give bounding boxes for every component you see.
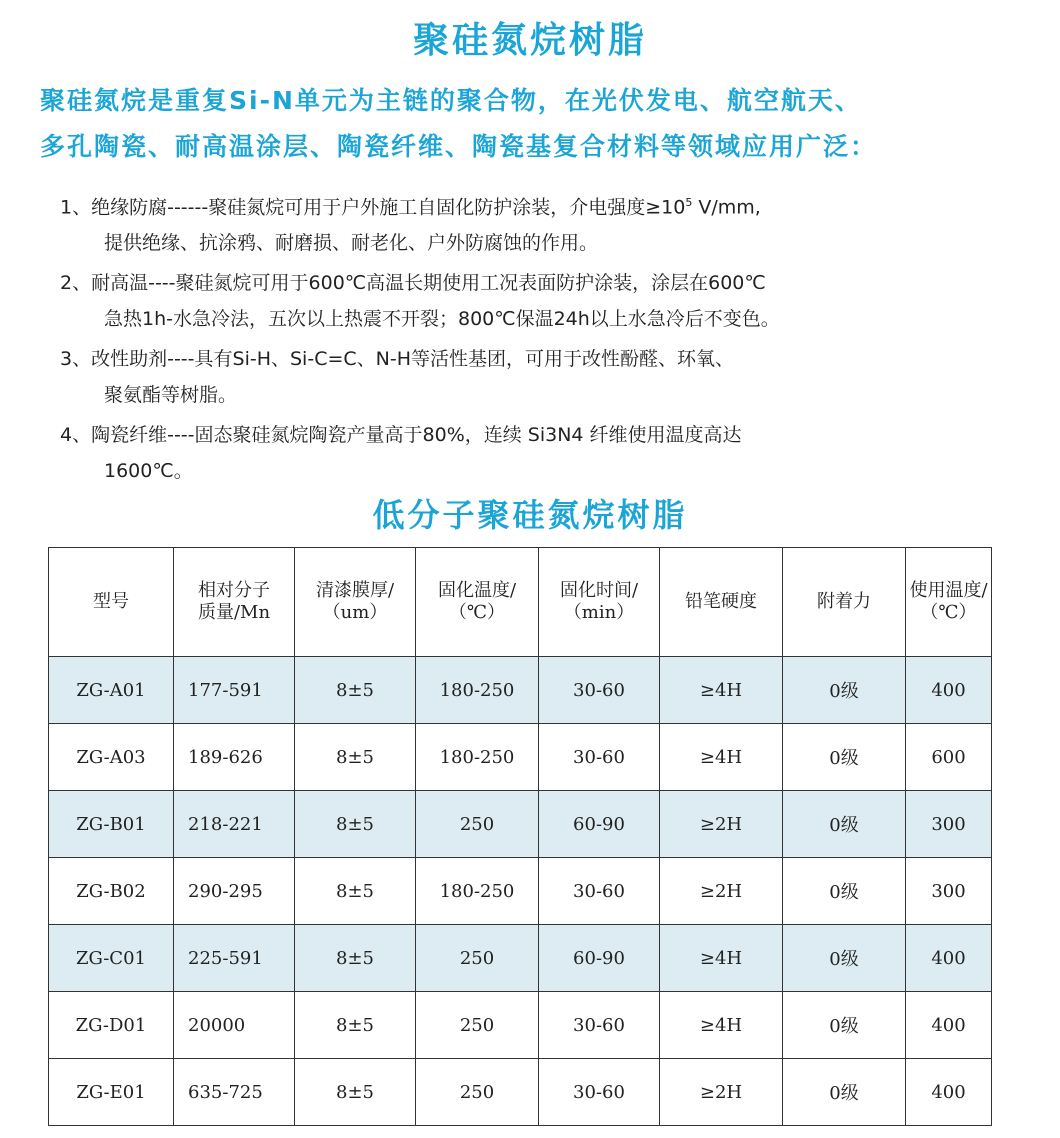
feature-list (60, 185, 1050, 493)
cell-pencil-hardness: ≥4H (660, 992, 783, 1059)
intro-line: 聚硅氮烷是重复Si-N单元为主链的聚合物，在光伏发电、航空航天、 (40, 86, 862, 115)
cell-molecular-weight: 635-725 (174, 1059, 295, 1126)
cell-film-thickness: 8±5 (295, 992, 416, 1059)
cell-molecular-weight: 290-295 (174, 858, 295, 925)
cell-cure-time: 30-60 (539, 724, 660, 791)
cell-cure-temperature: 250 (416, 925, 539, 992)
cell-service-temperature: 300 (906, 858, 992, 925)
header-molecular-weight: 相对分子 质量/Mn (174, 548, 295, 657)
exponent: 5 (685, 196, 693, 209)
feature-text: 1、绝缘防腐------聚硅氮烷可用于户外施工自固化防护涂装，介电强度≥10 (60, 196, 686, 219)
cell-film-thickness: 8±5 (295, 925, 416, 992)
cell-cure-temperature: 180-250 (416, 858, 539, 925)
cell-cure-temperature: 250 (416, 1059, 539, 1126)
feature-line: 提供绝缘、抗涂鸦、耐磨损、耐老化、户外防腐蚀的作用。 (104, 232, 599, 255)
cell-adhesion: 0级 (783, 925, 906, 992)
cell-pencil-hardness: ≥4H (660, 657, 783, 724)
cell-film-thickness: 8±5 (295, 1059, 416, 1126)
cell-model: ZG-B01 (49, 791, 174, 858)
cell-cure-time: 60-90 (539, 925, 660, 992)
header-adhesion: 附着力 (783, 548, 906, 657)
cell-service-temperature: 600 (906, 724, 992, 791)
cell-model: ZG-C01 (49, 925, 174, 992)
cell-pencil-hardness: ≥4H (660, 925, 783, 992)
feature-line: 4、陶瓷纤维----固态聚硅氮烷陶瓷产量高于80%，连续 Si3N4 纤维使用温度高达 (60, 424, 742, 447)
feature-line: 2、耐高温----聚硅氮烷可用于600℃高温长期使用工况表面防护涂装，涂层在600℃ (60, 272, 766, 295)
header-model: 型号 (49, 548, 174, 657)
feature-item-ceramic-fiber (60, 417, 1050, 489)
table-row (49, 858, 992, 925)
cell-cure-time: 30-60 (539, 992, 660, 1059)
table-header-row (49, 548, 992, 657)
cell-cure-time: 30-60 (539, 657, 660, 724)
feature-line: 聚氨酯等树脂。 (104, 384, 238, 407)
cell-cure-temperature: 180-250 (416, 657, 539, 724)
feature-line: 3、改性助剂----具有Si-H、Si-C=C、N-H等活性基团，可用于改性酚醛、环氧、 (60, 348, 735, 371)
cell-molecular-weight: 225-591 (174, 925, 295, 992)
header-film-thickness: 清漆膜厚/ （um） (295, 548, 416, 657)
table-title: 低分子聚硅氮烷树脂 (372, 496, 688, 534)
table-row (49, 724, 992, 791)
cell-cure-temperature: 250 (416, 791, 539, 858)
cell-service-temperature: 300 (906, 791, 992, 858)
cell-model: ZG-A01 (49, 657, 174, 724)
table-row (49, 791, 992, 858)
cell-adhesion: 0级 (783, 791, 906, 858)
cell-pencil-hardness: ≥2H (660, 791, 783, 858)
cell-film-thickness: 8±5 (295, 858, 416, 925)
cell-adhesion: 0级 (783, 724, 906, 791)
cell-film-thickness: 8±5 (295, 724, 416, 791)
cell-service-temperature: 400 (906, 992, 992, 1059)
header-service-temperature: 使用温度/ （℃） (906, 548, 992, 657)
header-cure-time: 固化时间/ （min） (539, 548, 660, 657)
cell-molecular-weight: 177-591 (174, 657, 295, 724)
cell-molecular-weight: 189-626 (174, 724, 295, 791)
page-title: 聚硅氮烷树脂 (412, 20, 647, 61)
cell-film-thickness: 8±5 (295, 657, 416, 724)
cell-model: ZG-E01 (49, 1059, 174, 1126)
cell-molecular-weight: 218-221 (174, 791, 295, 858)
product-table (48, 547, 992, 1126)
cell-pencil-hardness: ≥2H (660, 1059, 783, 1126)
cell-cure-temperature: 180-250 (416, 724, 539, 791)
table-row (49, 657, 992, 724)
cell-pencil-hardness: ≥4H (660, 724, 783, 791)
cell-cure-time: 30-60 (539, 858, 660, 925)
feature-text: V/mm, (692, 196, 761, 219)
header-cure-temperature: 固化温度/ （℃） (416, 548, 539, 657)
feature-item-modifier (60, 341, 1050, 413)
cell-service-temperature: 400 (906, 1059, 992, 1126)
cell-service-temperature: 400 (906, 657, 992, 724)
feature-item-heat-resistance (60, 265, 1050, 337)
cell-model: ZG-A03 (49, 724, 174, 791)
feature-item-insulation (60, 185, 1050, 261)
cell-adhesion: 0级 (783, 657, 906, 724)
cell-film-thickness: 8±5 (295, 791, 416, 858)
cell-cure-temperature: 250 (416, 992, 539, 1059)
cell-model: ZG-B02 (49, 858, 174, 925)
feature-line (60, 185, 1050, 225)
table-row (49, 1059, 992, 1126)
feature-line: 急热1h-水急冷法，五次以上热震不开裂；800℃保温24h以上水急冷后不变色。 (104, 308, 780, 331)
table-row (49, 925, 992, 992)
cell-adhesion: 0级 (783, 858, 906, 925)
cell-molecular-weight: 20000 (174, 992, 295, 1059)
cell-cure-time: 60-90 (539, 791, 660, 858)
cell-cure-time: 30-60 (539, 1059, 660, 1126)
cell-service-temperature: 400 (906, 925, 992, 992)
header-pencil-hardness: 铅笔硬度 (660, 548, 783, 657)
cell-pencil-hardness: ≥2H (660, 858, 783, 925)
feature-line: 1600℃。 (104, 460, 193, 483)
intro-line: 多孔陶瓷、耐高温涂层、陶瓷纤维、陶瓷基复合材料等领域应用广泛： (40, 132, 878, 161)
cell-adhesion: 0级 (783, 992, 906, 1059)
cell-model: ZG-D01 (49, 992, 174, 1059)
intro-paragraph (40, 78, 1040, 170)
table-row (49, 992, 992, 1059)
cell-adhesion: 0级 (783, 1059, 906, 1126)
